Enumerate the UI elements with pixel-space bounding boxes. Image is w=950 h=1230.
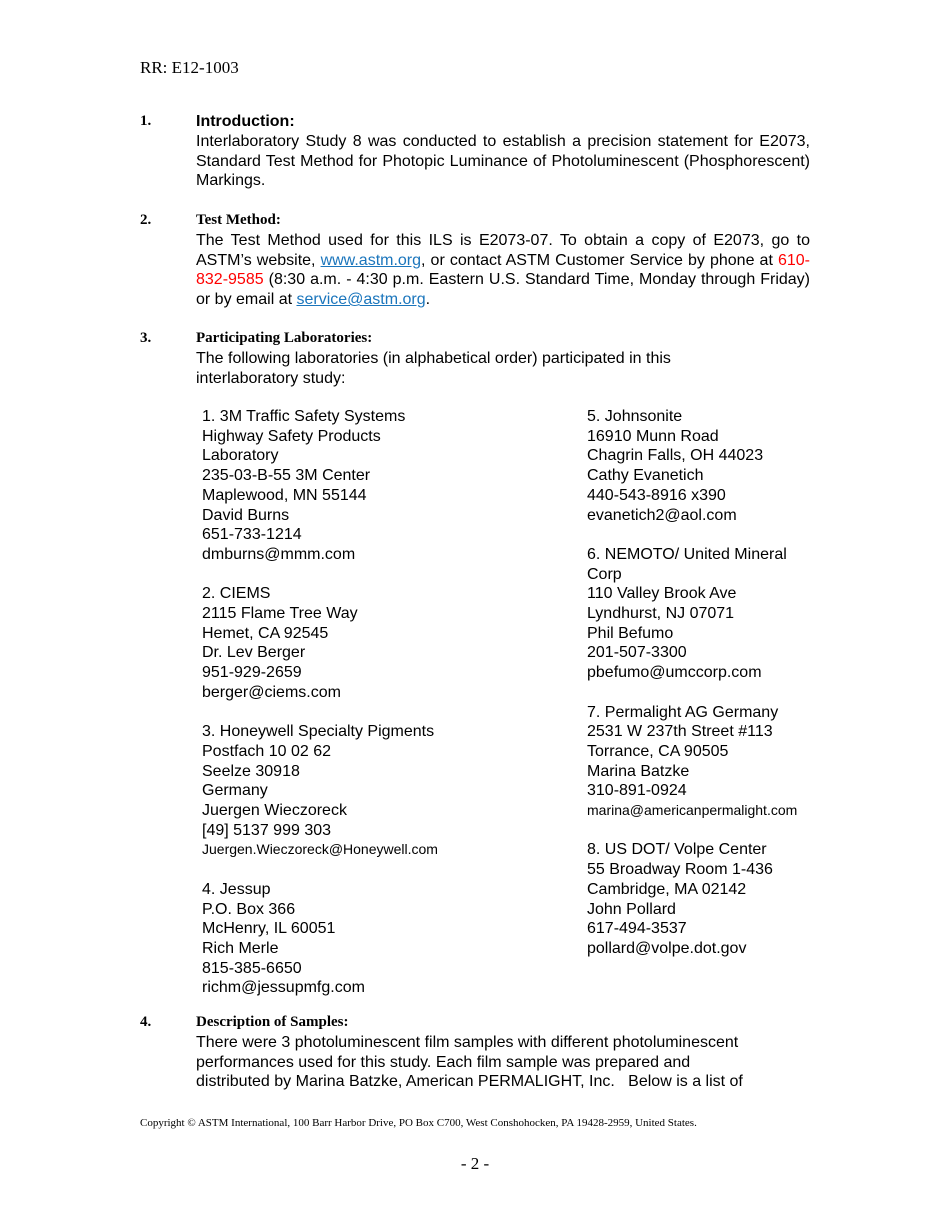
service-email-link[interactable]: service@astm.org bbox=[296, 291, 426, 309]
lab-address-line: 235-03-B-55 3M Center bbox=[202, 467, 371, 485]
lab-entry bbox=[587, 545, 817, 683]
document-id: RR: E12-1003 bbox=[140, 58, 239, 77]
lab-contact-name: Juergen Wieczoreck bbox=[202, 802, 347, 820]
lab-contact-name: Rich Merle bbox=[202, 939, 279, 957]
lab-phone: 440-543-8916 x390 bbox=[587, 486, 726, 504]
intro-paragraph: Interlaboratory Study 8 was conducted to establish a precision statement for E2073, Standard Test Method for Photopic Luminance of Photoluminescent (Phosphorescent) Markings. bbox=[196, 133, 810, 190]
section-number-intro: 1. bbox=[140, 113, 152, 129]
method-text-4: . bbox=[425, 291, 431, 309]
lab-email: richm@jessupmfg.com bbox=[202, 979, 365, 997]
lab-contact-name: John Pollard bbox=[587, 900, 676, 918]
lab-name: 2. CIEMS bbox=[202, 585, 271, 603]
lab-address-line: Seelze 30918 bbox=[202, 762, 300, 780]
lab-name: 1. 3M Traffic Safety Systems bbox=[202, 408, 406, 425]
lab-entry bbox=[202, 584, 542, 702]
lab-contact-name: Marina Batzke bbox=[587, 762, 690, 780]
labs-left-column bbox=[202, 407, 542, 1018]
customer-service-phone: 610-832-9585 bbox=[196, 251, 811, 289]
lab-contact-name: David Burns bbox=[202, 506, 290, 524]
lab-phone: [49] 5137 999 303 bbox=[202, 821, 332, 839]
samples-line-3: distributed by Marina Batzke, American PERMALIGHT, Inc. Below is a list of bbox=[196, 1073, 743, 1091]
lab-address-line: Germany bbox=[202, 782, 268, 800]
lab-email: dmburns@mmm.com bbox=[202, 545, 356, 563]
samples-paragraph bbox=[196, 1033, 810, 1092]
lab-address-line: Cambridge, MA 02142 bbox=[587, 880, 747, 898]
lab-email: berger@ciems.com bbox=[202, 683, 341, 701]
lab-phone: 201-507-3300 bbox=[587, 644, 687, 662]
lab-address-line: Hemet, CA 92545 bbox=[202, 624, 329, 642]
lab-address-line: 16910 Munn Road bbox=[587, 427, 719, 445]
lab-address-line: Lyndhurst, NJ 07071 bbox=[587, 605, 735, 623]
lab-address-line: 2531 W 237th Street #113 bbox=[587, 723, 773, 741]
lab-address-line: P.O. Box 366 bbox=[202, 900, 296, 918]
lab-entry bbox=[587, 840, 817, 958]
section-title-samples: Description of Samples: bbox=[196, 1014, 349, 1030]
lab-address-line: Chagrin Falls, OH 44023 bbox=[587, 447, 764, 465]
method-text-3: (8:30 a.m. - 4:30 p.m. Eastern U.S. Standard Time, Monday through Friday) or by email at bbox=[196, 271, 810, 309]
lab-address-line: 2115 Flame Tree Way bbox=[202, 605, 358, 623]
lab-phone: 951-929-2659 bbox=[202, 664, 302, 682]
lab-email: evanetich2@aol.com bbox=[587, 506, 737, 524]
labs-right-column bbox=[587, 407, 817, 978]
lab-name: 7. Permalight AG Germany bbox=[587, 703, 779, 721]
samples-line-1: There were 3 photoluminescent film samples with different photoluminescent bbox=[196, 1034, 739, 1051]
lab-name: 6. NEMOTO/ United Mineral Corp bbox=[587, 545, 787, 583]
lab-address-line: Torrance, CA 90505 bbox=[587, 742, 729, 760]
samples-line-2: performances used for this study. Each film sample was prepared and bbox=[196, 1053, 691, 1071]
labs-intro-line-2: interlaboratory study: bbox=[196, 369, 346, 387]
lab-name: 5. Johnsonite bbox=[587, 408, 683, 425]
lab-email: marina@americanpermalight.com bbox=[587, 802, 798, 819]
lab-phone: 617-494-3537 bbox=[587, 920, 687, 938]
lab-phone: 651-733-1214 bbox=[202, 526, 302, 544]
lab-contact-name: Dr. Lev Berger bbox=[202, 644, 306, 662]
lab-entry bbox=[202, 880, 542, 998]
lab-address-line: 55 Broadway Room 1-436 bbox=[587, 861, 773, 879]
lab-name: 3. Honeywell Specialty Pigments bbox=[202, 723, 435, 741]
section-title-intro: Introduction: bbox=[196, 113, 295, 130]
section-number-labs: 3. bbox=[140, 330, 152, 346]
copyright-notice: Copyright © ASTM International, 100 Barr Harbor Drive, PO Box C700, West Conshohocken, PA 19428-2959, United States. bbox=[140, 1117, 697, 1129]
lab-address-line: Highway Safety Products bbox=[202, 427, 381, 445]
section-title-labs: Participating Laboratories: bbox=[196, 330, 373, 346]
method-paragraph bbox=[196, 231, 810, 310]
lab-address-line: Postfach 10 02 62 bbox=[202, 742, 331, 760]
lab-entry bbox=[202, 407, 542, 565]
lab-phone: 310-891-0924 bbox=[587, 782, 687, 800]
section-number-samples: 4. bbox=[140, 1014, 152, 1030]
lab-email: pbefumo@umccorp.com bbox=[587, 664, 762, 682]
lab-name: 8. US DOT/ Volpe Center bbox=[587, 841, 767, 859]
lab-address-line: McHenry, IL 60051 bbox=[202, 920, 336, 938]
lab-entry bbox=[587, 703, 817, 821]
lab-contact-name: Cathy Evanetich bbox=[587, 467, 704, 485]
labs-intro-line-1: The following laboratories (in alphabetical order) participated in this bbox=[196, 350, 671, 367]
page-number: - 2 - bbox=[460, 1154, 490, 1173]
lab-entry bbox=[587, 407, 817, 525]
lab-name: 4. Jessup bbox=[202, 880, 271, 898]
lab-address-line: Maplewood, MN 55144 bbox=[202, 486, 367, 504]
section-title-method: Test Method: bbox=[196, 212, 281, 228]
method-text-1: The Test Method used for this ILS is E2073-07. To obtain a copy of E2073, go to ASTM’s website, bbox=[196, 232, 810, 269]
lab-address-line: 110 Valley Brook Ave bbox=[587, 585, 737, 603]
lab-contact-name: Phil Befumo bbox=[587, 624, 674, 642]
lab-email: Juergen.Wieczoreck@Honeywell.com bbox=[202, 841, 438, 858]
lab-address-line: Laboratory bbox=[202, 447, 279, 465]
lab-entry bbox=[202, 722, 542, 860]
section-number-method: 2. bbox=[140, 212, 152, 228]
lab-phone: 815-385-6650 bbox=[202, 959, 302, 977]
astm-website-link[interactable]: www.astm.org bbox=[320, 251, 422, 269]
labs-intro bbox=[196, 349, 810, 388]
lab-email: pollard@volpe.dot.gov bbox=[587, 939, 747, 957]
method-text-2: , or contact ASTM Customer Service by phone at bbox=[421, 251, 778, 269]
